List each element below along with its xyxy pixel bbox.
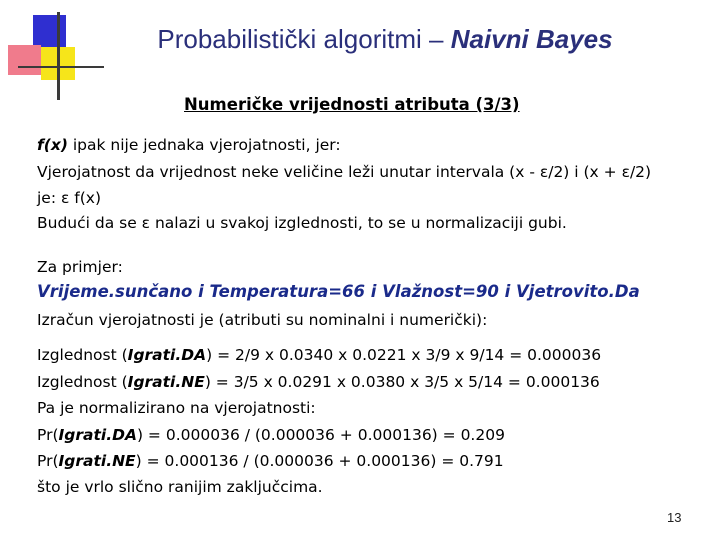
example-label: Za primjer: <box>37 258 123 276</box>
para-fx-line <box>37 136 341 154</box>
decor-vertical-line <box>57 12 60 100</box>
calc-l5-em: Igrati.NE <box>58 452 136 470</box>
calc-l2-pre: Izglednost ( <box>37 373 128 391</box>
calc-l1-em: Igrati.DA <box>127 346 207 364</box>
calc-l1-post: ) = 2/9 x 0.0340 x 0.0221 x 3/9 x 9/14 = 0.000036 <box>206 346 602 364</box>
fx-rest: ipak nije jednaka vjerojatnosti, jer: <box>67 136 341 154</box>
example-note: Izračun vjerojatnosti je (atributi su nominalni i numerički): <box>37 311 488 329</box>
slide-title-normal: Probabilistički algoritmi – <box>157 24 444 54</box>
para-interval-line: Vjerojatnost da vrijednost neke veličine leži unutar intervala (x - ε/2) i (x + ε/2) <box>37 163 652 181</box>
calc-conclusion: što je vrlo slično ranijim zaključcima. <box>37 478 323 496</box>
calc-likelihood-da <box>37 346 601 364</box>
para-je-line: je: ε f(x) <box>37 189 102 207</box>
calc-pr-da <box>37 426 505 444</box>
decor-horizontal-line <box>18 66 104 68</box>
calc-l2-post: ) = 3/5 x 0.0291 x 0.0380 x 3/5 x 5/14 = 0.000136 <box>204 373 600 391</box>
slide-title <box>120 24 650 55</box>
example-instance: Vrijeme.sunčano i Temperatura=66 i Vlažnost=90 i Vjetrovito.Da <box>37 282 640 301</box>
page-number: 13 <box>667 510 682 525</box>
calc-l4-pre: Pr( <box>37 426 59 444</box>
calc-l4-post: ) = 0.000036 / (0.000036 + 0.000136) = 0.209 <box>136 426 505 444</box>
slide-subtitle: Numeričke vrijednosti atributa (3/3) <box>184 95 520 114</box>
calc-normalized-label: Pa je normalizirano na vjerojatnosti: <box>37 399 316 417</box>
calc-l5-pre: Pr( <box>37 452 59 470</box>
para-normalization-line: Budući da se ε nalazi u svakoj izglednosti, to se u normalizaciji gubi. <box>37 214 567 232</box>
calc-likelihood-ne <box>37 373 600 391</box>
calc-l1-pre: Izglednost ( <box>37 346 128 364</box>
calc-l4-em: Igrati.DA <box>58 426 137 444</box>
fx-term: f(x) <box>37 136 68 154</box>
calc-l2-em: Igrati.NE <box>127 373 205 391</box>
calc-l5-post: ) = 0.000136 / (0.000036 + 0.000136) = 0.791 <box>135 452 504 470</box>
decor-red-square <box>8 45 41 75</box>
decor-blue-square <box>33 15 66 47</box>
slide-title-bold: Naivni Bayes <box>450 24 613 54</box>
calc-pr-ne <box>37 452 504 470</box>
